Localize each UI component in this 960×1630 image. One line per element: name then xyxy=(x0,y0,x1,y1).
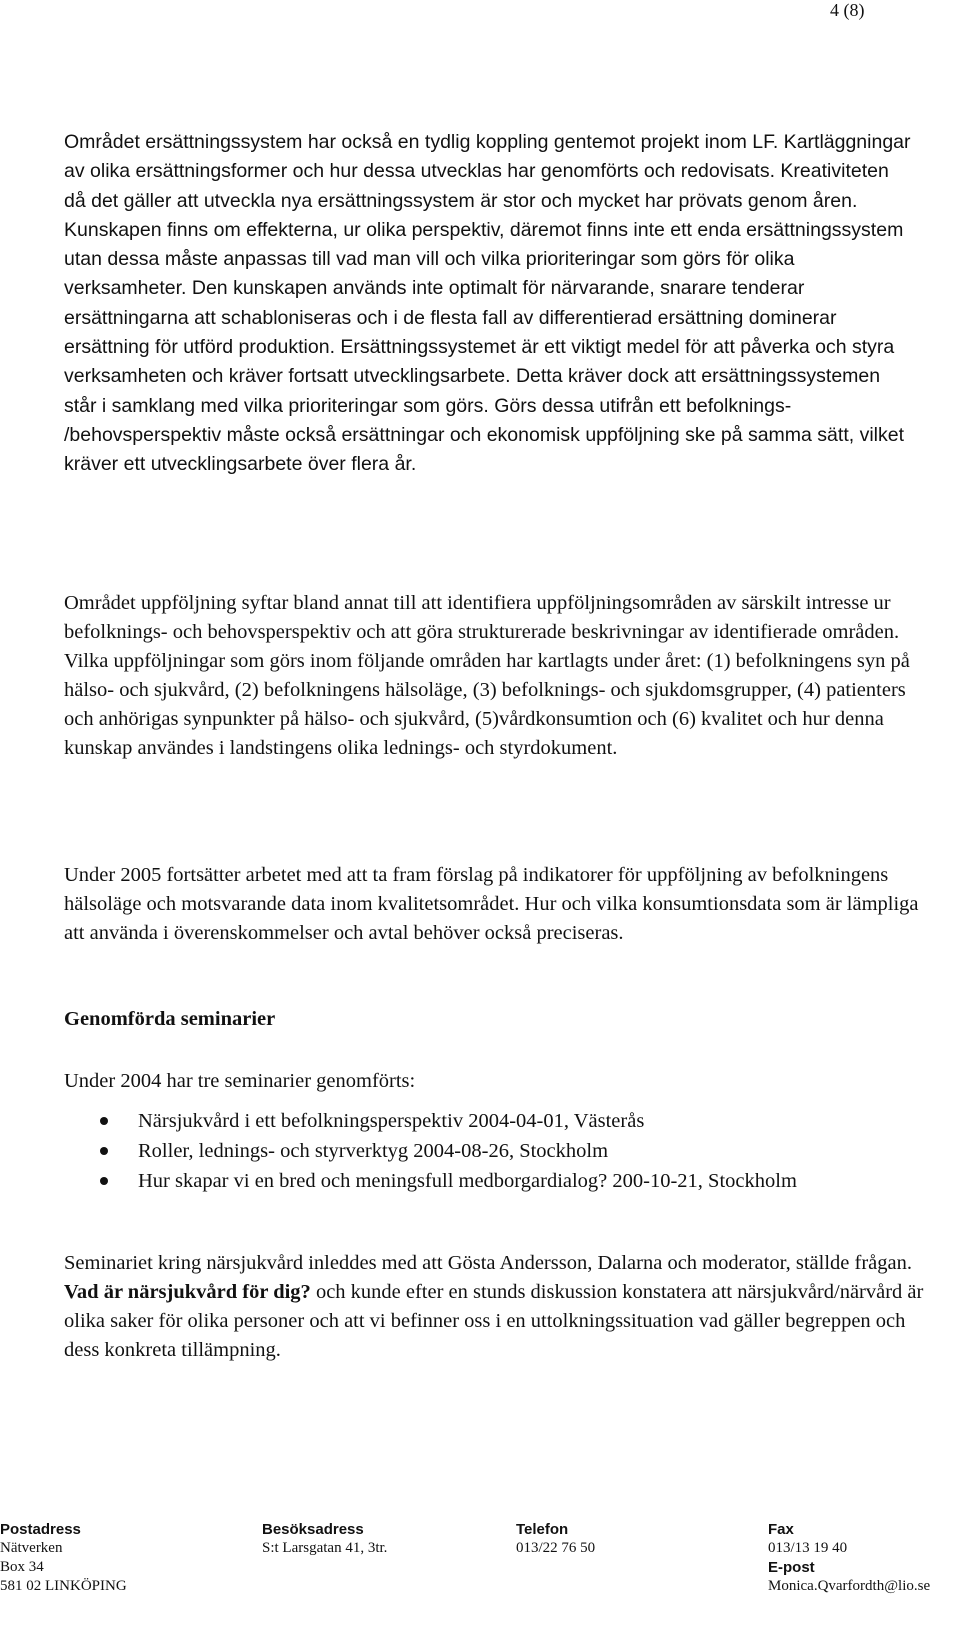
closing-text-start: Seminariet kring närsjukvård inleddes med att Gösta Andersson, Dalarna och moderator, ställde frågan. xyxy=(64,1251,912,1274)
list-item xyxy=(100,1106,920,1136)
paragraph-text-part1: Området ersättningssystem har också en tydlig koppling gentemot projekt inom LF. Kartläggningar av olika ersättningsformer och hur dessa utvecklas har genomförts och redovisats. Kreativiteten då det gäller att utveckla nya ersättningssystem är stor och mycket har prövats genom åren. Kunskapen finns om effekterna, ur olika perspektiv, däremot finns inte ett enda ersättningssystem utan dessa måste anpassas till vad man vill och vilka prioriteringar som görs för olika verksamheter. Den kunskapen används inte optimalt för närvarande, snarare tenderar ersättningarna att schabloniseras och i de flesta fall av differentierad ersättning dominerar ersättning för utförd produktion. Ersättningssystemet är ett viktigt medel för att påverka och styra verksamheten och kräver fortsatt utvecklingsarbete. Detta kräver dock att ersättningssystemen står i samklang med vilka prioriteringar som görs. Görs dessa utifrån ett befolknings- xyxy=(64,131,911,417)
footer-fax-epost xyxy=(768,1520,930,1596)
footer-postadress xyxy=(0,1520,127,1596)
seminar-item-text: Närsjukvård i ett befolkningsperspektiv 2004-04-01, Västerås xyxy=(138,1110,645,1132)
footer-email[interactable]: Monica.Qvarfordth@lio.se xyxy=(768,1578,931,1594)
paragraph-narsjukvard xyxy=(64,1249,924,1365)
paragraph-ersattningssystem xyxy=(64,128,914,480)
seminar-item-text: Roller, lednings- och styrverktyg 2004-08-26, Stockholm xyxy=(138,1140,609,1162)
seminar-item-text: Hur skapar vi en bred och meningsfull medborgardialog? 200-10-21, Stockholm xyxy=(138,1170,797,1192)
section-heading-seminarier: Genomförda seminarier xyxy=(64,1007,276,1030)
footer-besoksadress xyxy=(262,1520,387,1558)
footer-label-besoksadress: Besöksadress xyxy=(262,1521,364,1538)
seminar-list xyxy=(100,1106,920,1196)
footer-label-postadress: Postadress xyxy=(0,1521,81,1538)
footer-label-fax: Fax xyxy=(768,1521,794,1538)
page-number: 4 (8) xyxy=(830,0,865,20)
list-item xyxy=(100,1136,920,1166)
closing-question: Vad är närsjukvård för dig? xyxy=(64,1280,311,1303)
bullet-icon xyxy=(100,1117,108,1125)
paragraph-text-part2: /behovsperspektiv måste också ersättningar och ekonomisk uppföljning ske på samma sätt, vilket kräver ett utvecklingsarbete över flera år. xyxy=(64,423,904,476)
footer-label-telefon: Telefon xyxy=(516,1521,569,1538)
closing-text-end: och kunde efter en stunds diskussion konstatera att närsjukvård/närvård är olika saker för olika personer och att vi befinner oss i en uttolkningssituation vad gäller begreppen och dess konkreta tillämpning. xyxy=(64,1280,924,1361)
footer-besoksadress-line: S:t Larsgatan 41, 3tr. xyxy=(262,1540,388,1556)
footer-postadress-line: Box 34 xyxy=(0,1559,44,1575)
paragraph-2005: Under 2005 fortsätter arbetet med att ta fram förslag på indikatorer för uppföljning av befolkningens hälsoläge och motsvarande data inom kvalitetsområdet. Hur och vilka konsumtionsdata som är lämpliga att använda i överenskommelser och avtal behöver också preciseras. xyxy=(64,863,919,944)
seminars-intro: Under 2004 har tre seminarier genomförts: xyxy=(64,1069,416,1092)
footer-telefon xyxy=(516,1520,595,1558)
footer-telefon-number: 013/22 76 50 xyxy=(516,1540,596,1556)
list-item xyxy=(100,1166,920,1196)
footer-postadress-line: 581 02 LINKÖPING xyxy=(0,1578,127,1594)
footer-fax-number: 013/13 19 40 xyxy=(768,1540,848,1556)
bullet-icon xyxy=(100,1147,108,1155)
paragraph-uppfoljning: Området uppföljning syftar bland annat till att identifiera uppföljningsområden av särskilt intresse ur befolknings- och behovsperspektiv och att göra strukturerade beskrivningar av identifierade områden. Vilka uppföljningar som görs inom följande områden har kartlagts under året: (1) befolkningens syn på hälso- och sjukvård, (2) befolkningens hälsoläge, (3) befolknings- och sjukdomsgrupper, (4) patienters och anhörigas synpunkter på hälso- och sjukvård, (5)vårdkonsumtion och (6) kvalitet och hur denna kunskap användes i landstingens olika lednings- och styrdokument. xyxy=(64,591,910,759)
footer-postadress-line: Nätverken xyxy=(0,1540,63,1556)
footer-label-epost: E-post xyxy=(768,1559,815,1576)
bullet-icon xyxy=(100,1177,108,1185)
